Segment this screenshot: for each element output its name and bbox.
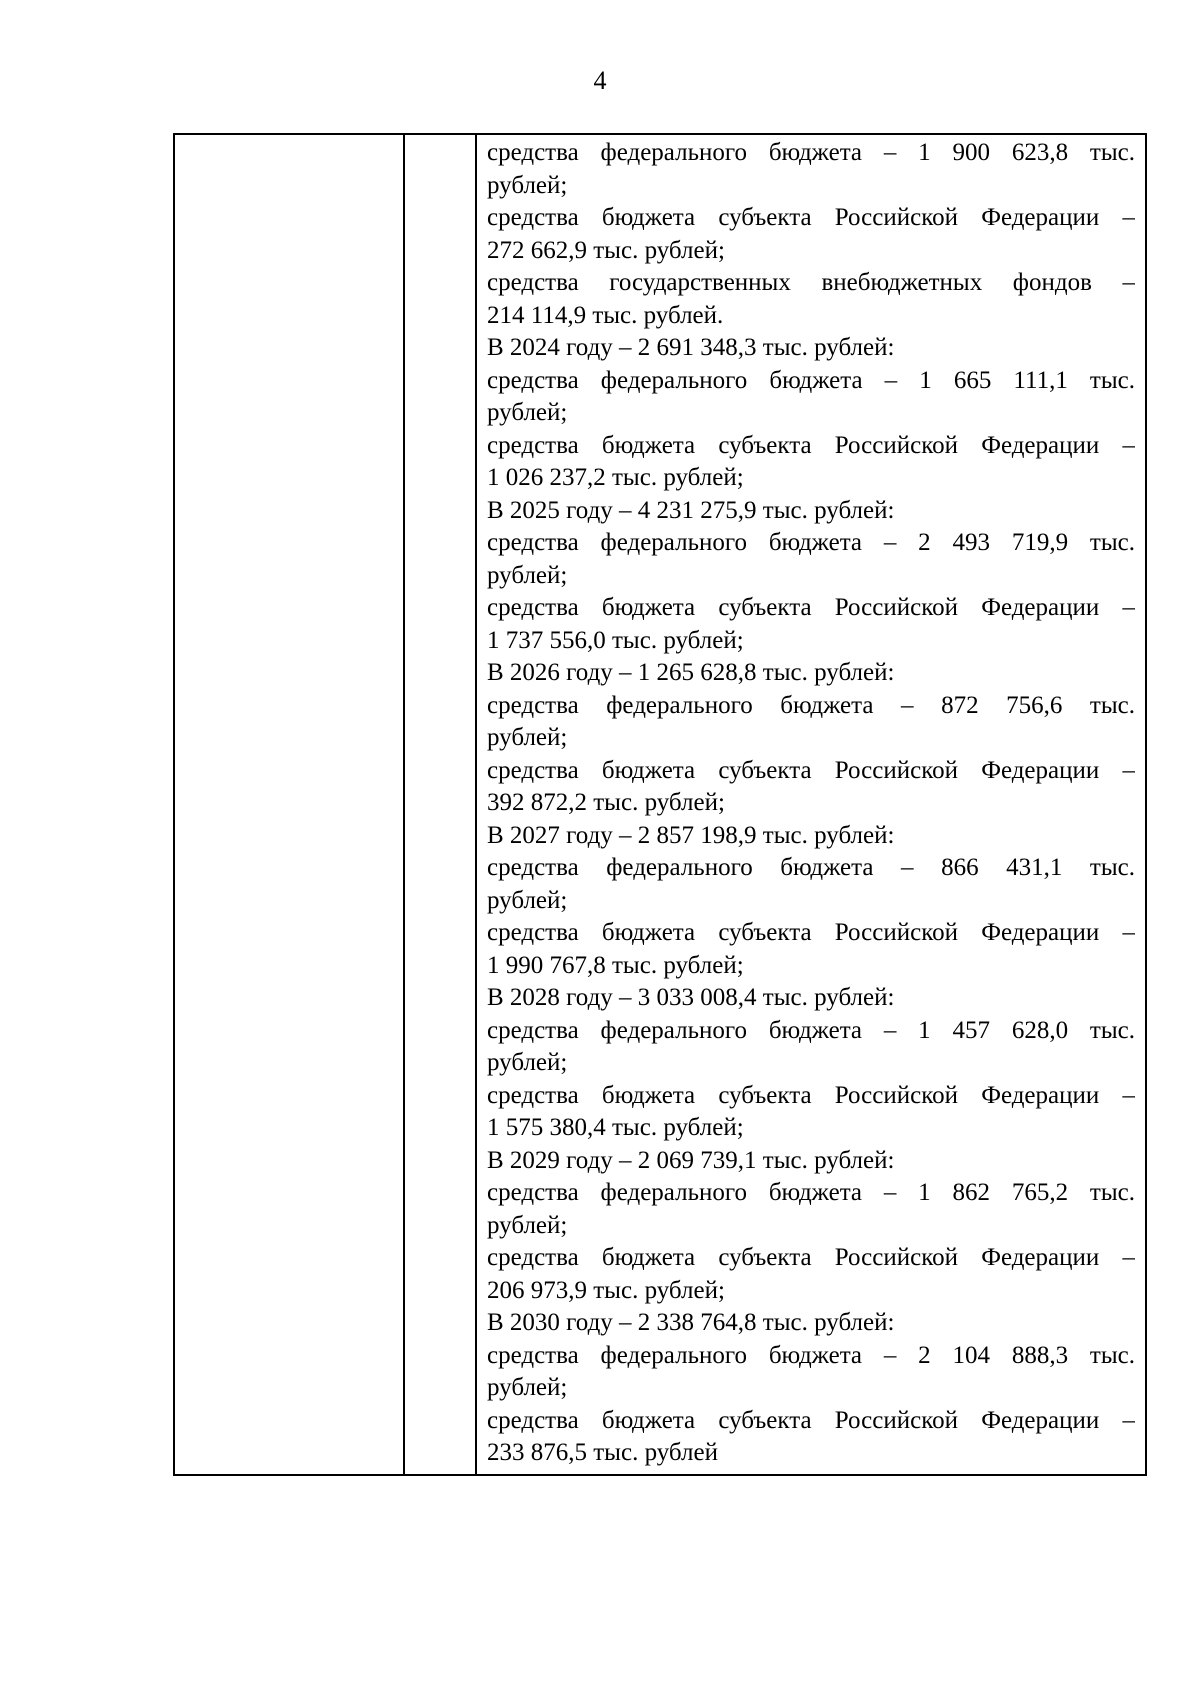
table-cell-name [174, 134, 404, 1475]
text-line: средства бюджета субъекта Российской Федерации – [487, 756, 1135, 784]
text-line: В 2028 году – 3 033 008,4 тыс. рублей: [487, 984, 895, 1011]
text-line: средства федерального бюджета – 1 457 628,0 тыс. [487, 1016, 1135, 1044]
funding-table [173, 133, 1147, 1476]
text-line: средства федерального бюджета – 1 862 765,2 тыс. [487, 1179, 1135, 1206]
text-line: рублей; [487, 561, 568, 589]
text-line: средства государственных внебюджетных фондов – [487, 269, 1135, 296]
text-line: средства федерального бюджета – 872 756,6 тыс. [487, 691, 1135, 719]
text-line: рублей; [487, 1211, 568, 1239]
text-line: 214 114,9 тыс. рублей. [487, 301, 724, 329]
text-line: средства бюджета субъекта Российской Федерации – [487, 1244, 1135, 1271]
text-line: средства федерального бюджета – 2 493 719,9 тыс. [487, 529, 1135, 556]
text-line: рублей; [487, 1049, 568, 1076]
text-line: средства бюджета субъекта Российской Федерации – [487, 594, 1135, 621]
text-line: 1 990 767,8 тыс. рублей; [487, 951, 744, 979]
text-line: 1 737 556,0 тыс. рублей; [487, 626, 744, 654]
text-line: средства федерального бюджета – 1 665 111,1 тыс. [487, 366, 1135, 394]
text-line: 1 575 380,4 тыс. рублей; [487, 1114, 744, 1141]
table-row [174, 134, 1146, 1475]
text-line: рублей; [487, 724, 568, 751]
text-line: В 2024 году – 2 691 348,3 тыс. рублей: [487, 334, 895, 361]
page-number: 4 [593, 66, 607, 95]
table-cell-funding-text [476, 134, 1146, 1475]
text-line: средства бюджета субъекта Российской Федерации – [487, 1081, 1135, 1109]
funding-lines [487, 137, 1135, 1470]
text-line: 233 876,5 тыс. рублей [487, 1439, 718, 1466]
text-line: рублей; [487, 1374, 568, 1401]
text-line: средства федерального бюджета – 2 104 888,3 тыс. [487, 1341, 1135, 1369]
text-line: рублей; [487, 399, 568, 426]
text-line: средства федерального бюджета – 866 431,1 тыс. [487, 854, 1135, 881]
text-line: средства бюджета субъекта Российской Федерации – [487, 431, 1135, 459]
text-line: 392 872,2 тыс. рублей; [487, 789, 725, 816]
text-line: 272 662,9 тыс. рублей; [487, 236, 725, 264]
text-line: средства бюджета субъекта Российской Федерации – [487, 204, 1135, 231]
text-line: средства федерального бюджета – 1 900 623,8 тыс. [487, 139, 1135, 166]
text-line: В 2027 году – 2 857 198,9 тыс. рублей: [487, 821, 895, 849]
text-line: средства бюджета субъекта Российской Федерации – [487, 1406, 1135, 1434]
text-line: рублей; [487, 886, 568, 914]
text-line: рублей; [487, 171, 568, 199]
text-line: В 2026 году – 1 265 628,8 тыс. рублей: [487, 659, 895, 686]
text-line: 206 973,9 тыс. рублей; [487, 1276, 725, 1304]
text-line: В 2029 году – 2 069 739,1 тыс. рублей: [487, 1146, 895, 1174]
text-line: средства бюджета субъекта Российской Федерации – [487, 919, 1135, 946]
table-cell-number [404, 134, 476, 1475]
text-line: В 2025 году – 4 231 275,9 тыс. рублей: [487, 496, 895, 524]
text-line: 1 026 237,2 тыс. рублей; [487, 464, 744, 491]
text-line: В 2030 году – 2 338 764,8 тыс. рублей: [487, 1309, 895, 1336]
